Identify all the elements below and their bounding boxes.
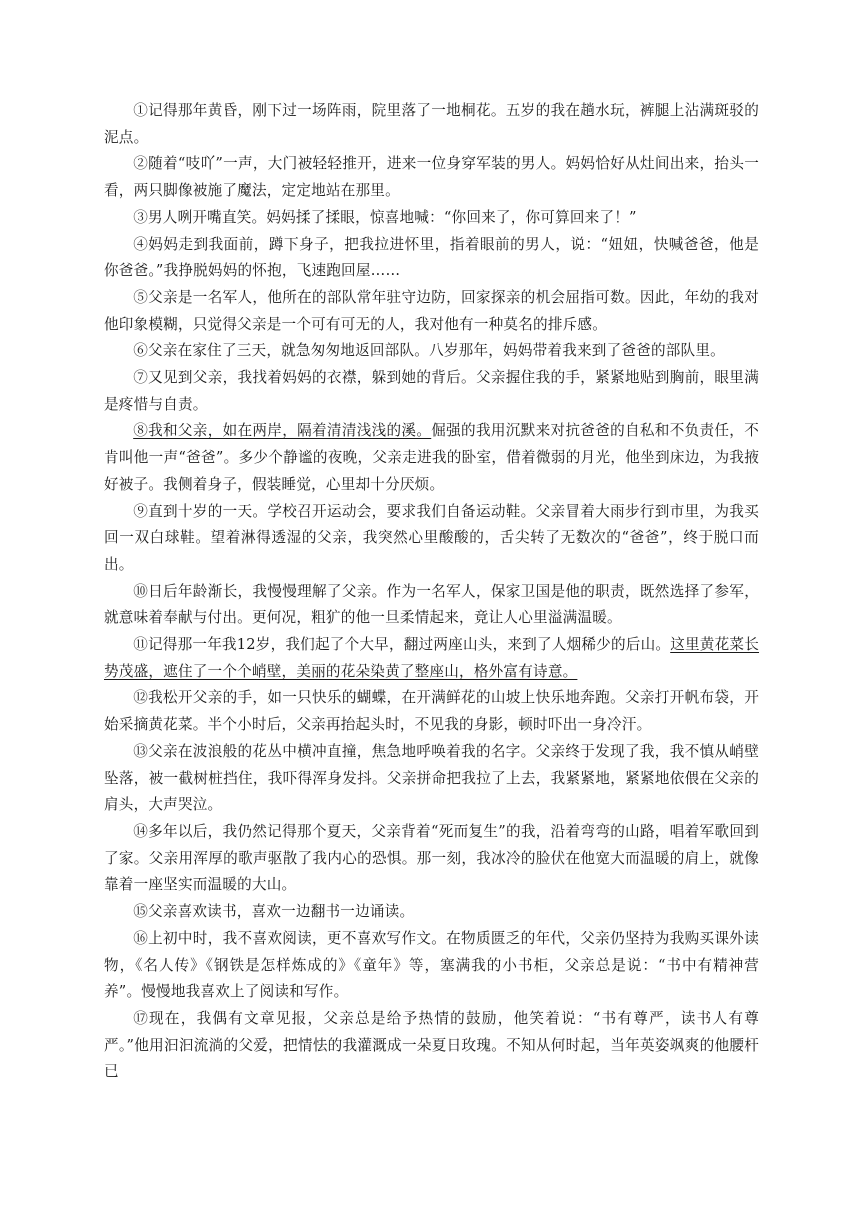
paragraph-p15	[104, 899, 759, 926]
paragraph-p13	[104, 739, 759, 819]
paragraph-p3	[104, 205, 759, 232]
paragraph-p6	[104, 338, 759, 365]
paragraph-text: ⑥父亲在家住了三天，就急匆匆地返回部队。八岁那年，妈妈带着我来到了爸爸的部队里。	[133, 342, 725, 360]
paragraph-text: ⑦又见到父亲，我找着妈妈的衣襟，躲到她的背后。父亲握住我的手，紧紧地贴到胸前，眼里满是疼惜与自责。	[104, 369, 759, 413]
paragraph-p1	[104, 98, 759, 151]
paragraph-text: ①记得那年黄昏，刚下过一场阵雨，院里落了一地桐花。五岁的我在趟水玩，裤腿上沾满斑驳的泥点。	[104, 102, 759, 146]
paragraph-text: ⑩日后年龄渐长，我慢慢理解了父亲。作为一名军人，保家卫国是他的职责，既然选择了参军，就意味着奉献与付出。更何况，粗犷的他一旦柔情起来，竟让人心里溢满温暖。	[104, 582, 759, 627]
paragraph-p9	[104, 499, 759, 579]
underlined-sentence: ⑧我和父亲，如在两岸，隔着清清浅浅的溪。	[133, 422, 432, 440]
paragraph-p8	[104, 418, 759, 498]
paragraph-text: ⑬父亲在波浪般的花丛中横冲直撞，焦急地呼唤着我的名字。父亲终于发现了我，我不慎从峭壁坠落，被一截树桩挡住，我吓得浑身发抖。父亲拼命把我拉了上去，我紧紧地，紧紧地依偎在父亲的肩头，大声哭泣。	[104, 742, 759, 814]
paragraph-text: ⑭多年以后，我仍然记得那个夏天，父亲背着“死而复生”的我，沿着弯弯的山路，唱着军歌回到了家。父亲用浑厚的歌声驱散了我内心的恐惧。那一刻，我冰冷的脸伏在他宽大而温暖的肩上，就像靠着一座坚实而温暖的大山。	[104, 822, 759, 894]
underlined-sentence: 这里黄花菜长势茂盛，遮住了一个个峭壁，美丽的花朵染黄了整座山，格外富有诗意。	[104, 636, 760, 680]
paragraph-p17	[104, 1006, 759, 1086]
paragraph-p12	[104, 685, 759, 738]
paragraph-text: ④妈妈走到我面前，蹲下身子，把我拉进怀里，指着眼前的男人，说：“妞妞，快喊爸爸，他是你爸爸。”我挣脱妈妈的怀抱，飞速跑回屋……	[104, 235, 759, 280]
paragraph-text: ⑨直到十岁的一天。学校召开运动会，要求我们自备运动鞋。父亲冒着大雨步行到市里，为我买回一双白球鞋。望着淋得透湿的父亲，我突然心里酸酸的，舌尖转了无数次的“爸爸”，终于脱口而出。	[104, 502, 759, 573]
article-body	[104, 98, 759, 1086]
paragraph-text: ⑮父亲喜欢读书，喜欢一边翻书一边诵读。	[133, 903, 415, 921]
paragraph-text: ⑯上初中时，我不喜欢阅读，更不喜欢写作文。在物质匮乏的年代，父亲仍坚持为我购买课外读物，《名人传》《钢铁是怎样炼成的》《童年》等，塞满我的小书柜，父亲总是说：“书中有精神营养”。慢慢地我喜欢上了阅读和写作。	[104, 929, 759, 1001]
paragraph-p4	[104, 232, 759, 285]
paragraph-text: ②随着“吱吖”一声，大门被轻轻推开，进来一位身穿军装的男人。妈妈恰好从灶间出来，抬头一看，两只脚像被施了魔法，定定地站在那里。	[104, 155, 759, 200]
paragraph-p7	[104, 365, 759, 418]
paragraph-p16	[104, 926, 759, 1006]
paragraph-text: ⑪记得那一年我12岁，我们起了个大早，翻过两座山头，来到了人烟稀少的后山。	[133, 636, 671, 654]
paragraph-text: ⑤父亲是一名军人，他所在的部队常年驻守边防，回家探亲的机会屈指可数。因此，年幼的我对他印象模糊，只觉得父亲是一个可有可无的人，我对他有一种莫名的排斥感。	[104, 288, 759, 333]
paragraph-p10	[104, 579, 759, 632]
paragraph-text: ⑫我松开父亲的手，如一只快乐的蝴蝶，在开满鲜花的山坡上快乐地奔跑。父亲打开帆布袋，开始采摘黄花菜。半个小时后，父亲再抬起头时，不见我的身影，顿时吓出一身冷汗。	[104, 689, 759, 734]
paragraph-text: ⑰现在，我偶有文章见报，父亲总是给予热情的鼓励，他笑着说：“书有尊严，读书人有尊严。”他用汩汩流淌的父爱，把情怯的我灌溉成一朵夏日玫瑰。不知从何时起，当年英姿飒爽的他腰杆已	[104, 1009, 759, 1081]
paragraph-text: 倔强的我用沉默来对抗爸爸的自私和不负责任，不肯叫他一声“爸爸”。多少个静谧的夜晚，父亲走进我的卧室，借着微弱的月光，他坐到床边，为我掖好被子。我侧着身子，假装睡觉，心里却十分厌烦。	[104, 422, 759, 493]
paragraph-p2	[104, 151, 759, 204]
paragraph-p11	[104, 632, 759, 685]
paragraph-text: ③男人咧开嘴直笑。妈妈揉了揉眼，惊喜地喊：“你回来了，你可算回来了！”	[133, 208, 637, 226]
paragraph-p14	[104, 819, 759, 899]
paragraph-p5	[104, 285, 759, 338]
